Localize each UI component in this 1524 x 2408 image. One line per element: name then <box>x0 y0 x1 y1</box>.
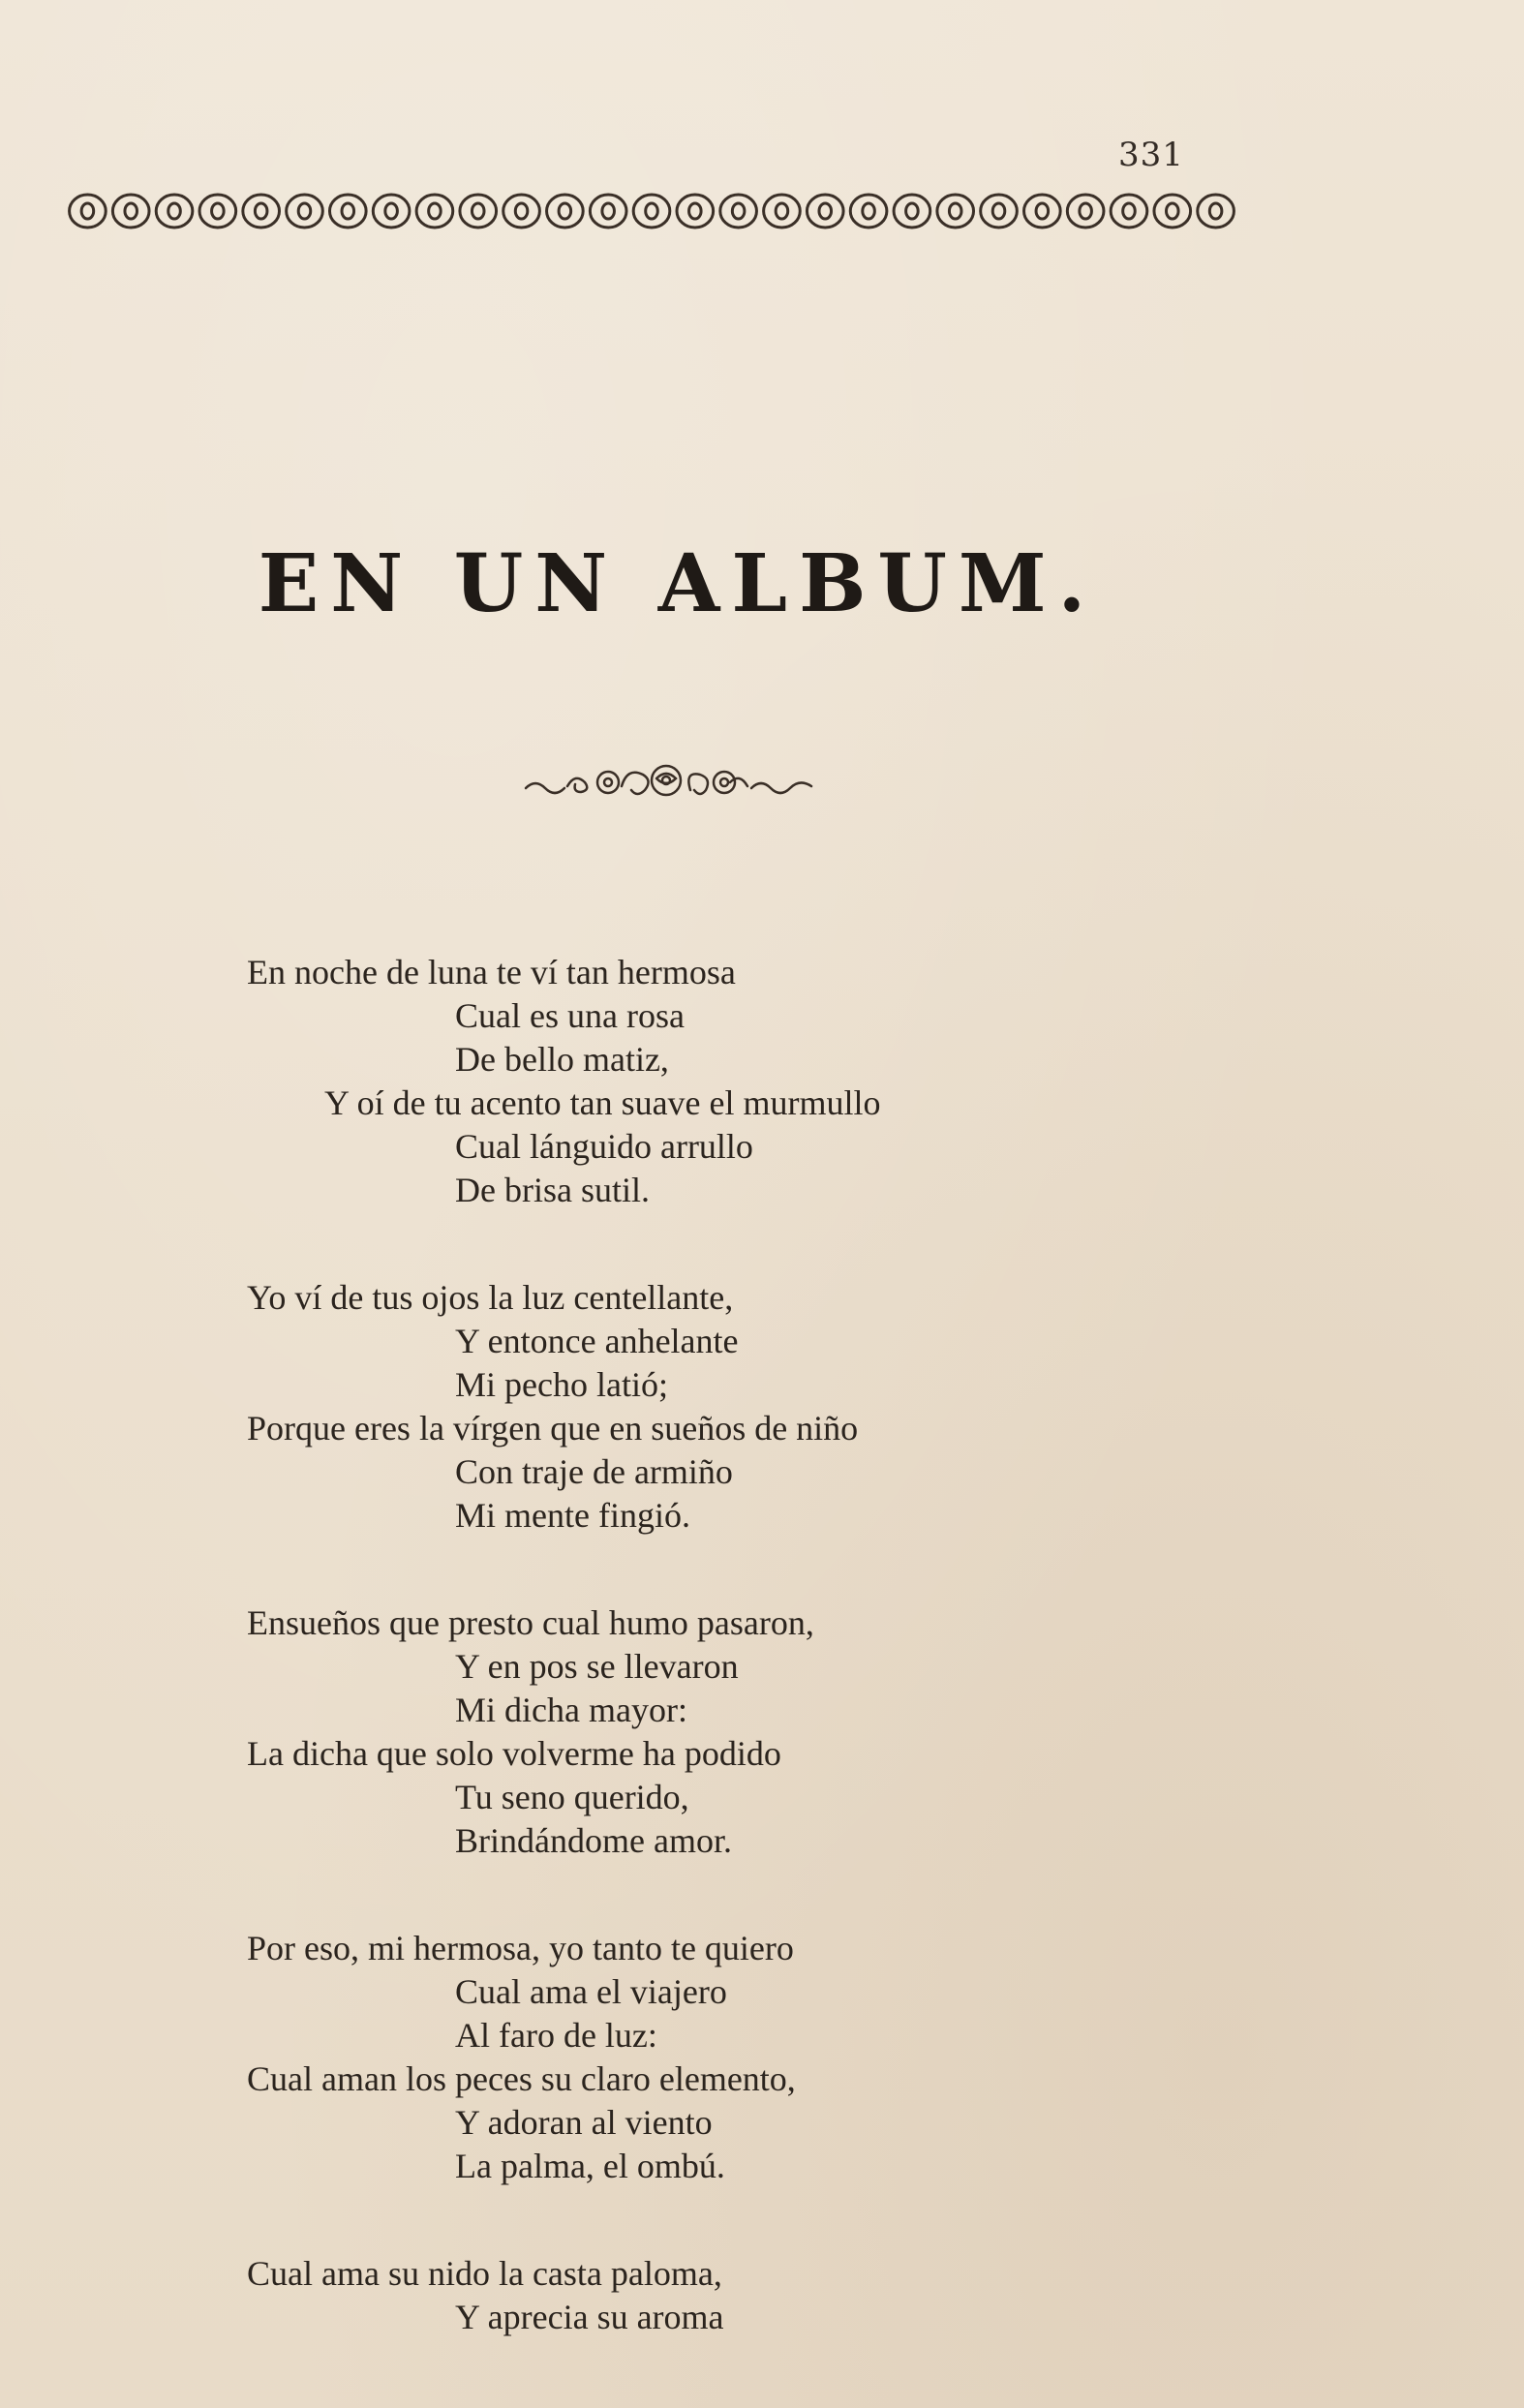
poem-line: De brisa sutil. <box>455 1171 650 1209</box>
poem-line: Y oí de tu acento tan suave el murmullo <box>324 1083 881 1122</box>
poem-line: Mi pecho latió; <box>455 1365 668 1404</box>
chain-link-center <box>1080 203 1092 219</box>
chain-link-center <box>255 203 267 219</box>
chain-link <box>70 195 107 228</box>
chain-link-center <box>429 203 442 219</box>
poem-line: Brindándome amor. <box>455 1821 732 1860</box>
chain-link <box>287 195 323 228</box>
poem-line: Yo ví de tus ojos la luz centellante, <box>247 1278 734 1317</box>
chain-link-center <box>81 203 94 219</box>
chain-link <box>156 195 193 228</box>
chain-link-center <box>515 203 528 219</box>
chain-link <box>720 195 757 228</box>
poem-line: Por eso, mi hermosa, yo tanto te quiero <box>247 1929 794 1967</box>
chain-link <box>373 195 410 228</box>
poem-line: Y entonce anhelante <box>455 1322 739 1360</box>
stanza <box>247 2252 1409 2339</box>
chain-link <box>112 195 149 228</box>
poem-line: Al faro de luz: <box>455 2016 657 2055</box>
page-title: EN UN ALBUM. <box>258 537 1098 630</box>
poem-line: En noche de luna te ví tan hermosa <box>247 953 736 991</box>
poem-line: Porque eres la vírgen que en sueños de niño <box>247 1409 859 1448</box>
poem-line: Tu seno querido, <box>455 1778 689 1816</box>
chain-link <box>1067 195 1104 228</box>
stanza <box>247 951 1409 1212</box>
chain-link-center <box>992 203 1005 219</box>
poem-line: Mi mente fingió. <box>455 1496 690 1535</box>
chain-link-center <box>1123 203 1136 219</box>
stanza <box>247 1927 1409 2188</box>
chain-link <box>460 195 497 228</box>
poem-line: Cual aman los peces su claro elemento, <box>247 2059 796 2098</box>
chain-link <box>590 195 626 228</box>
chain-link <box>1024 195 1061 228</box>
poem-line: Cual ama el viajero <box>455 1972 727 2011</box>
poem-line: La palma, el ombú. <box>455 2147 725 2185</box>
poem-line: Y en pos se llevaron <box>455 1647 739 1686</box>
chain-link-center <box>819 203 832 219</box>
chain-link-center <box>125 203 137 219</box>
chain-link-center <box>168 203 181 219</box>
poem-line: De bello matiz, <box>455 1040 669 1079</box>
chain-link-center <box>559 203 571 219</box>
poem-line: Y aprecia su aroma <box>455 2298 724 2336</box>
chain-link <box>1111 195 1147 228</box>
chain-link <box>243 195 280 228</box>
poem-line: Ensueños que presto cual humo pasaron, <box>247 1603 814 1642</box>
chain-link <box>677 195 714 228</box>
poem-line: Y adoran al viento <box>455 2103 713 2142</box>
chain-link-center <box>776 203 788 219</box>
chain-link-center <box>1167 203 1179 219</box>
chain-link-center <box>906 203 919 219</box>
page-number: 331 <box>1118 136 1184 174</box>
chain-link-center <box>949 203 961 219</box>
chain-link-center <box>646 203 658 219</box>
poem-line: Cual es una rosa <box>455 996 685 1035</box>
chain-link <box>807 195 843 228</box>
stanza <box>247 1276 1409 1538</box>
chain-link <box>329 195 366 228</box>
chain-link <box>547 195 584 228</box>
chain-link-center <box>1209 203 1222 219</box>
poem-line: La dicha que solo volverme ha podido <box>247 1734 781 1773</box>
poem-line: Mi dicha mayor: <box>455 1691 687 1729</box>
chain-link <box>1154 195 1191 228</box>
chain-link <box>199 195 236 228</box>
chain-link-center <box>298 203 311 219</box>
poem-line: Con traje de armiño <box>455 1452 733 1491</box>
chain-link-center <box>602 203 615 219</box>
flourish-icon <box>521 757 821 815</box>
chain-link-center <box>863 203 875 219</box>
poem-line: Cual lánguido arrullo <box>455 1127 753 1166</box>
chain-link-center <box>385 203 398 219</box>
chain-link <box>894 195 930 228</box>
chain-link <box>503 195 540 228</box>
decorative-border <box>66 184 1237 238</box>
chain-link <box>633 195 670 228</box>
stanza <box>247 1601 1409 1863</box>
chain-link <box>1198 195 1234 228</box>
chain-link <box>416 195 453 228</box>
chain-link-center <box>689 203 702 219</box>
chain-link <box>850 195 887 228</box>
chain-link-center <box>472 203 484 219</box>
poem <box>247 951 1409 2403</box>
poem-line: Cual ama su nido la casta paloma, <box>247 2254 722 2293</box>
chain-link-center <box>342 203 354 219</box>
chain-link-center <box>732 203 745 219</box>
chain-link-center <box>212 203 225 219</box>
chain-link <box>764 195 801 228</box>
chain-link <box>981 195 1018 228</box>
chain-link <box>937 195 974 228</box>
chain-link-center <box>1036 203 1049 219</box>
